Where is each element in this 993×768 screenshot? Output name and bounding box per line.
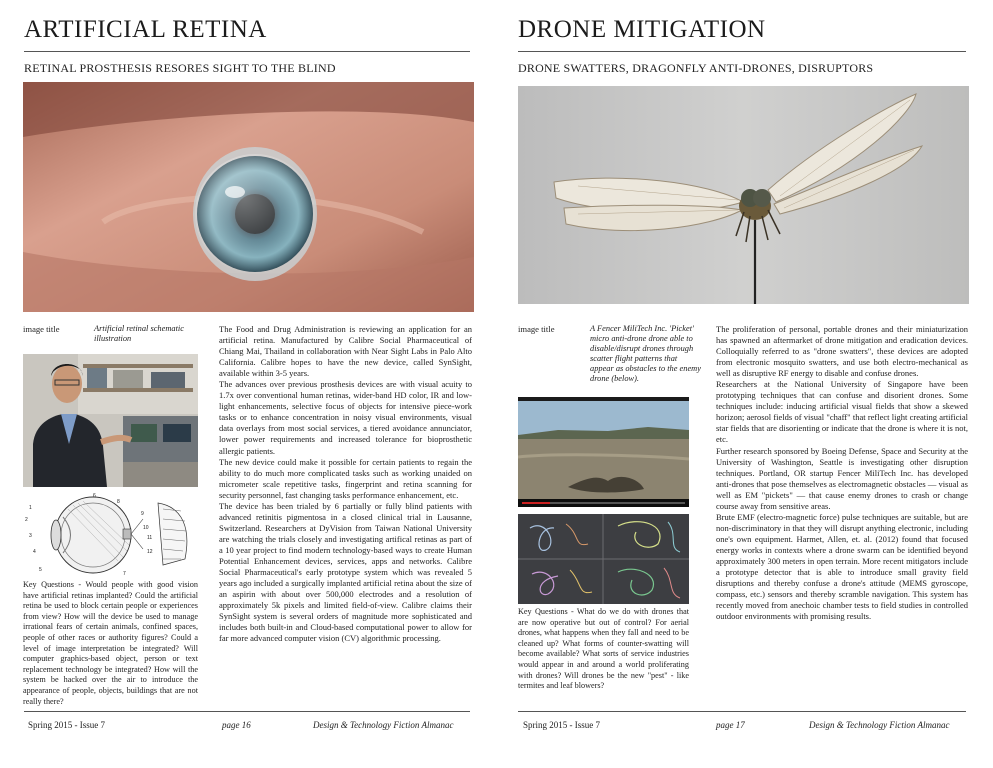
title-rule: [518, 51, 966, 52]
diagram-label: 10: [143, 525, 149, 531]
body-paragraph: The device has been trialed by 6 partially or fully blind patients with advanced retinitis pigmentosa in a closed clinical trial in Lausanne, Switzerland. Researchers at DyVision from Taiwan National University are watching the trials closely and investigating artifical retinas as part of a 10 year project to find modern technology-based ways to create Human Potential Enhancement devices, services, apps and networks. Calibre Social Pharmaceutical's early prototype system which was revealed 5 years ago included a surgically implanted artificial retina about the size of an aspirin with about over 500,000 electrodes and a resolution of approximately 5k pixels and limited field-of-view. Calibre claims their SynSight system is several orders of magnitude more sophisticated and includes both built-in and Cloud-based computational power to allow for far more advanced computer vision (CV) algorithmic processing.: [219, 500, 472, 644]
page-subtitle: RETINAL PROSTHESIS RESORES SIGHT TO THE BLIND: [24, 61, 336, 75]
body-paragraph: The new device could make it possible for certain patients to regain the ability to do much more complicated tasks such as working unaided on micrometer scale repetitive tasks, fingerprint and retina scanning for security personnel, fast changing tasks performance enhancement, etc.: [219, 456, 472, 500]
footer-publication: Design & Technology Fiction Almanac: [809, 720, 950, 730]
diagram-label: 12: [147, 549, 153, 555]
diagram-label: 1: [29, 505, 32, 511]
footer-rule: [518, 711, 966, 712]
image-label: image title: [518, 324, 555, 334]
key-questions: Key Questions - Would people with good vision have artificial retinas implanted? Could the artificial retina be used to block certain people or experiences from view? How will the device be used to manage irrational fears of certain animals, confined spaces, people of other races or authority figures? Could a level of image interpretation be integrated? Will computer graphics-based object, person or text replacement technology be integrated? How will the system be hacked over the air to introduce the appearance of people, objects, buildings that are not really there?: [23, 580, 198, 706]
body-paragraph: The Food and Drug Administration is reviewing an application for an artificial retina. Manufactured by Calibre Social Pharmaceutical of Chiang Mai, Thailand in collaboration with Near Sight Labs in Palo Alto California. Calibre hopes to have the new device, called SynSight, available within 3-5 years.: [219, 324, 472, 379]
diagram-label: 9: [141, 511, 144, 517]
scatter-flight-pattern-graphic: [518, 514, 689, 604]
diagram-label: 2: [25, 517, 28, 523]
article-body: [716, 324, 968, 622]
body-paragraph: Brute EMF (electro-magnetic force) pulse techniques are suitable, but are non-discriminatory in that they will disrupt anything electronic, including one's own equipment. Harmet, Allen, et. al. (2012) found that focused energy works in contexts where a drone swarm can be identified beyond approximately 300 meters in open terrain. More recent mitigators include a prototype detector that is able to introduce small gravity field disruptions and thereby confuse a drone's attitude (MEMS gyroscope, compass, etc.) sensors and thereby scramble navigation. This system has recently moved from anechoic chamber tests to field studies in controlled outdoor environments with promising results.: [716, 511, 968, 622]
diagram-label: 3: [29, 533, 32, 539]
dragonfly-drone-photo: [518, 86, 969, 304]
page-subtitle: DRONE SWATTERS, DRAGONFLY ANTI-DRONES, DISRUPTORS: [518, 61, 874, 75]
footer-issue: Spring 2015 - Issue 7: [28, 720, 105, 730]
footer-issue: Spring 2015 - Issue 7: [523, 720, 600, 730]
body-paragraph: Researchers at the National University of Singapore have been prototyping techniques that can confuse and disorient drones. Some techniques include: inducing artificial visual fields that show a skewed horizon; aerosol fields of visual "chaff" that reflect light creating artificial star fields that are disorienting or indicate that the drone is where it is not, etc.: [716, 379, 968, 445]
diagram-label: 5: [39, 567, 42, 573]
image-label: image title: [23, 324, 60, 334]
diagram-label: 6: [93, 493, 96, 499]
footer-page-number: page 16: [222, 720, 251, 730]
page-title: ARTIFICIAL RETINA: [24, 16, 267, 43]
left-page: [0, 0, 496, 768]
eye-closeup-photo: [23, 82, 474, 312]
right-page: [497, 0, 993, 768]
diagram-label: 8: [117, 499, 120, 505]
image-caption: Artificial retinal schematic illustration: [94, 324, 184, 343]
page-title: DRONE MITIGATION: [518, 16, 766, 43]
footer-publication: Design & Technology Fiction Almanac: [313, 720, 454, 730]
diagram-label: 4: [33, 549, 36, 555]
key-questions: Key Questions - What do we do with drones that are now operative but out of control? For aerial drones, what happens when they fall and need to be cleaned up? What forms of counter-swatting will become available? What sorts of service industries would appear in and around a world proliferating with drones? Will drones be the new "pest" - like termites and leaf blowers?: [518, 607, 689, 691]
body-paragraph: The advances over previous prosthesis devices are with visual acuity to 1.7x over conventional human retinas, wider-band HD color, IR and low-light enhancements, selective focus of objects for intensive piece-work tasks or to enhance concentration in noisy visual environments, visual data overlays from most social services, a tiered avoidance annunciator, lower power requirements and increased tolerance for bioprosthetic allergic patients.: [219, 379, 472, 456]
body-paragraph: Further research sponsored by Boeing Defense, Space and Security at the University of Washington, Seattle is investigating other disruption techniques. Portland, OR startup Fencer MiliTech Inc. has developed anti-drones that pose themselves as electromagnetic obstacles — visual as well as EM "pickets" — that cause enemy drones to crash or change course away from sensitive areas.: [716, 445, 968, 511]
image-caption: A Fencer MiliTech Inc. 'Picket' micro anti-drone drone able to disable/disrupt drones through scatter flight patterns that appear as obstacles to the enemy drone (below).: [590, 324, 701, 383]
footer-rule: [24, 711, 470, 712]
diagram-label: 11: [147, 535, 153, 541]
title-rule: [24, 51, 470, 52]
article-body: [219, 324, 472, 644]
eye-schematic-diagram: [23, 489, 198, 579]
body-paragraph: The proliferation of personal, portable drones and their miniaturization has spawned an aftermarket of drone mitigation and eradication devices. Colloquially referred to as "drone swatters", these devices are adopted from electronic mosquito swatters, and use both electro-mechanical as well as disruptive RF energy to disable and confuse drones.: [716, 324, 968, 379]
lab-researcher-photo: [23, 354, 198, 487]
drone-field-video-still: [518, 397, 689, 507]
diagram-label: 7: [123, 571, 126, 577]
footer-page-number: page 17: [716, 720, 745, 730]
